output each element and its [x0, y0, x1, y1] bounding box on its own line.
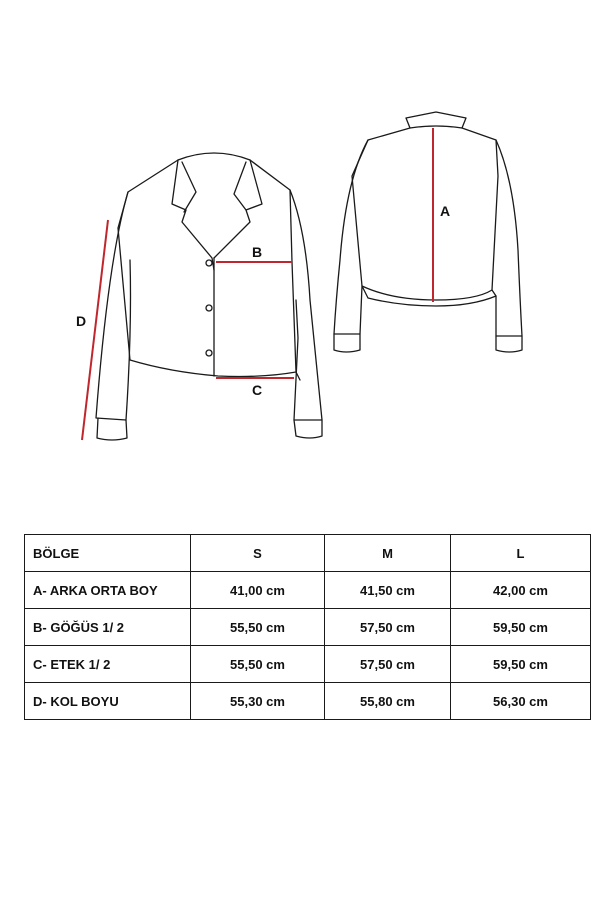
- row-value-l: 42,00 cm: [451, 572, 591, 609]
- header-region: BÖLGE: [25, 535, 191, 572]
- row-value-s: 55,50 cm: [191, 646, 325, 683]
- header-size-m: M: [325, 535, 451, 572]
- table-row: [25, 572, 591, 609]
- table-row: [25, 609, 591, 646]
- table-row: [25, 646, 591, 683]
- row-region-name: A- ARKA ORTA BOY: [25, 572, 191, 609]
- row-value-l: 56,30 cm: [451, 683, 591, 720]
- row-value-m: 57,50 cm: [325, 646, 451, 683]
- label-b: B: [252, 244, 263, 260]
- row-value-s: 55,30 cm: [191, 683, 325, 720]
- row-value-l: 59,50 cm: [451, 609, 591, 646]
- row-value-l: 59,50 cm: [451, 646, 591, 683]
- header-size-l: L: [451, 535, 591, 572]
- front-view: [96, 153, 322, 440]
- label-c: C: [252, 382, 263, 398]
- row-region-name: C- ETEK 1/ 2: [25, 646, 191, 683]
- row-value-s: 41,00 cm: [191, 572, 325, 609]
- header-size-s: S: [191, 535, 325, 572]
- row-region-name: B- GÖĞÜS 1/ 2: [25, 609, 191, 646]
- row-value-m: 57,50 cm: [325, 609, 451, 646]
- row-value-m: 55,80 cm: [325, 683, 451, 720]
- label-a: A: [440, 203, 451, 219]
- label-d: D: [76, 313, 87, 329]
- row-value-m: 41,50 cm: [325, 572, 451, 609]
- table-row: [25, 683, 591, 720]
- row-value-s: 55,50 cm: [191, 609, 325, 646]
- back-view: [334, 112, 522, 352]
- row-region-name: D- KOL BOYU: [25, 683, 191, 720]
- table-header-row: [25, 535, 591, 572]
- size-chart-table: [24, 534, 591, 720]
